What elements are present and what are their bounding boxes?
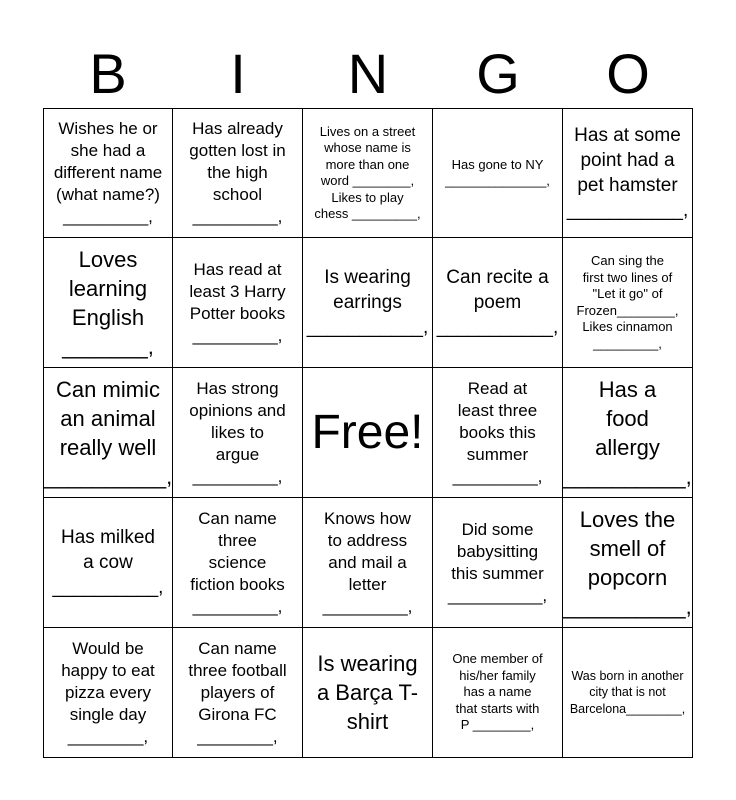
free-space-text: Free! [311, 405, 424, 459]
bingo-cell-text: Is wearing earrings ___________, [306, 267, 429, 338]
bingo-cell[interactable] [433, 628, 563, 758]
bingo-cell-text: Has a food allergy __________, [563, 376, 692, 489]
bingo-cell-text: Has at some point had a pet hamster ___________, [566, 125, 689, 221]
bingo-cell[interactable] [563, 108, 693, 238]
bingo-cell-text: Did some babysitting this summer __________, [447, 519, 548, 605]
bingo-cell-text: Can mimic an animal really well __________, [43, 376, 173, 489]
bingo-cell[interactable] [563, 238, 693, 368]
bingo-cell-text: Loves learning English _______, [62, 246, 154, 359]
bingo-header [43, 40, 693, 108]
bingo-cell-text: Has read at least 3 Harry Potter books _________, [189, 259, 286, 345]
bingo-cell[interactable] [303, 108, 433, 238]
bingo-cell[interactable] [563, 628, 693, 758]
bingo-cell-text: Can sing the first two lines of "Let it go" of Frozen________, Likes cinnamon _________, [576, 253, 679, 351]
bingo-cell-text: Has gone to NY ______________, [445, 156, 550, 188]
bingo-cell[interactable] [43, 368, 173, 498]
header-letter-n: N [347, 42, 389, 105]
free-space-cell[interactable] [303, 368, 433, 498]
bingo-cell-text: Can recite a poem ___________, [436, 267, 559, 338]
bingo-cell-text: Is wearing a Barça T- shirt [316, 651, 419, 734]
bingo-cell-text: Can name three football players of Girona FC ________, [188, 638, 287, 746]
bingo-cell[interactable] [173, 498, 303, 628]
header-letter-b: B [89, 42, 127, 105]
bingo-cell[interactable] [173, 238, 303, 368]
header-letter-i: I [230, 42, 246, 105]
bingo-cell[interactable] [433, 498, 563, 628]
bingo-cell[interactable] [43, 628, 173, 758]
bingo-cell[interactable] [173, 108, 303, 238]
bingo-cell-text: Has already gotten lost in the high school _________, [189, 119, 286, 226]
bingo-cell[interactable] [43, 498, 173, 628]
header-letter-g: G [476, 42, 520, 105]
bingo-cell[interactable] [303, 628, 433, 758]
bingo-cell-text: Wishes he or she had a different name (what name?) _________, [53, 119, 163, 226]
bingo-cell-text: Lives on a street whose name is more than one word ________, Likes to play chess _________, [314, 123, 421, 221]
bingo-cell[interactable] [433, 108, 563, 238]
bingo-cell[interactable] [173, 368, 303, 498]
bingo-cell-text: Knows how to address and mail a letter _________, [322, 508, 413, 616]
bingo-cell[interactable] [173, 628, 303, 758]
bingo-cell-text: Was born in another city that is not Barcelona________, [569, 668, 686, 716]
bingo-cell[interactable] [563, 368, 693, 498]
bingo-cell-text: One member of his/her family has a name that starts with P ________, [452, 651, 543, 733]
bingo-cell[interactable] [563, 498, 693, 628]
bingo-cell-text: Can name three science fiction books _________, [190, 508, 285, 616]
header-letter-o: O [606, 42, 650, 105]
bingo-cell-text: Read at least three books this summer _________, [452, 378, 543, 486]
bingo-cell[interactable] [433, 368, 563, 498]
bingo-cell[interactable] [433, 238, 563, 368]
bingo-cell[interactable] [303, 238, 433, 368]
bingo-cell-text: Loves the smell of popcorn __________, [563, 506, 692, 619]
bingo-cell[interactable] [303, 498, 433, 628]
bingo-board [43, 108, 693, 758]
bingo-cell[interactable] [43, 238, 173, 368]
bingo-cell-text: Has milked a cow __________, [52, 527, 164, 598]
bingo-cell[interactable] [43, 108, 173, 238]
bingo-cell-text: Has strong opinions and likes to argue _________, [189, 378, 286, 486]
bingo-cell-text: Would be happy to eat pizza every single day ________, [61, 638, 155, 746]
